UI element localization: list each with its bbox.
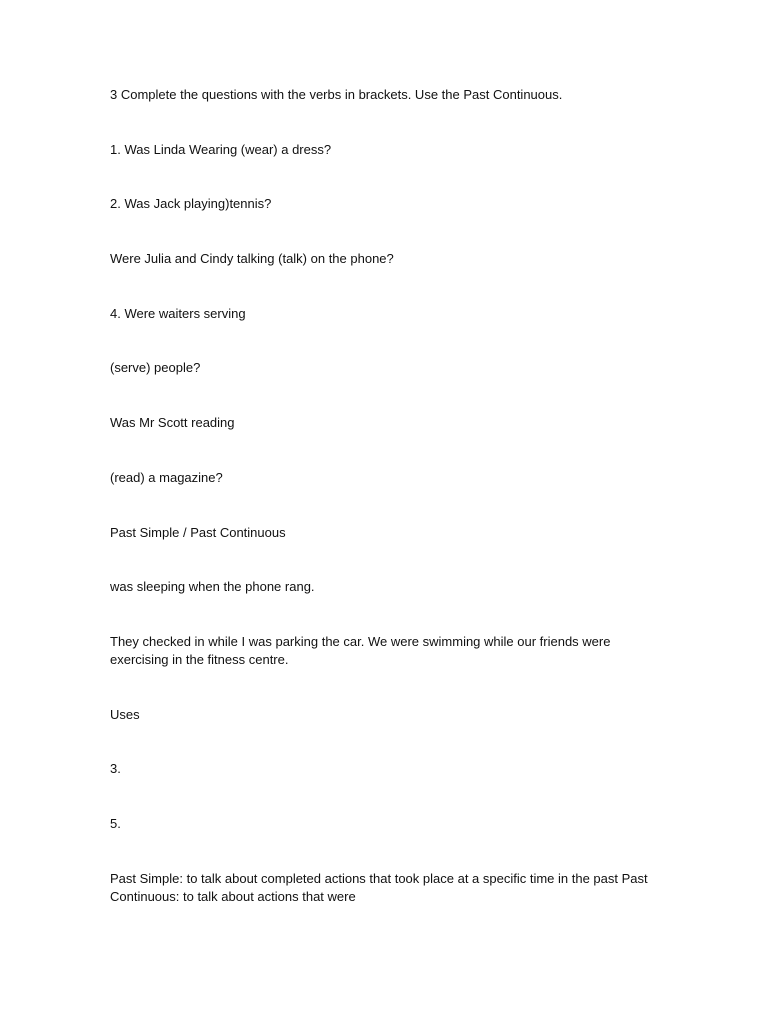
uses-heading: Uses bbox=[110, 707, 140, 722]
question-5-part-1: Was Mr Scott reading bbox=[110, 415, 235, 430]
question-5-part-2: (read) a magazine? bbox=[110, 470, 223, 485]
uses-description: Past Simple: to talk about completed actions that took place at a specific time in the past Past Continuous: to talk about actions that were bbox=[110, 871, 648, 904]
exercise-instruction: 3 Complete the questions with the verbs in brackets. Use the Past Continuous. bbox=[110, 87, 563, 102]
example-sentence-1: was sleeping when the phone rang. bbox=[110, 579, 315, 594]
list-number-5: 5. bbox=[110, 816, 121, 831]
example-sentence-2: They checked in while I was parking the car. We were swimming while our friends were exercising in the fitness centre. bbox=[110, 634, 611, 667]
question-3: Were Julia and Cindy talking (talk) on the phone? bbox=[110, 251, 394, 266]
question-2: 2. Was Jack playing)tennis? bbox=[110, 196, 272, 211]
question-1: 1. Was Linda Wearing (wear) a dress? bbox=[110, 142, 332, 157]
question-4-part-2: (serve) people? bbox=[110, 360, 201, 375]
section-heading: Past Simple / Past Continuous bbox=[110, 525, 286, 540]
question-4-part-1: 4. Were waiters serving bbox=[110, 306, 246, 321]
list-number-3: 3. bbox=[110, 761, 121, 776]
